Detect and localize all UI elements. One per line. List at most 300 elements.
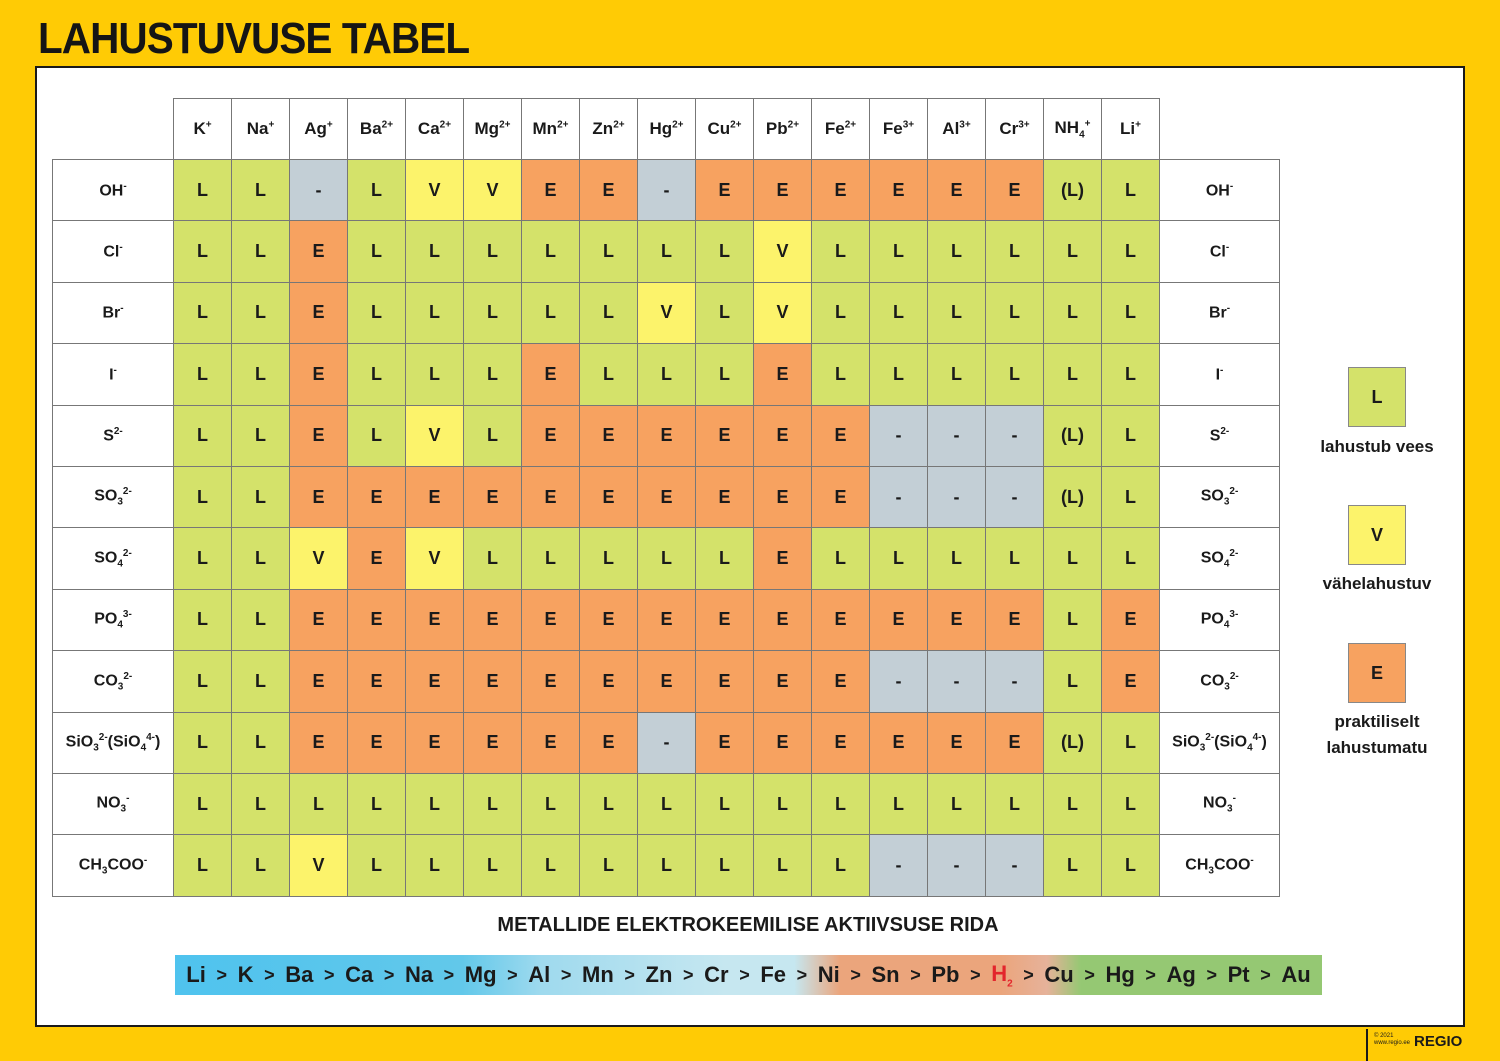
solubility-cell: L xyxy=(232,528,290,589)
cation-header: $Zn^{2+}$ xyxy=(580,99,638,160)
series-separator: > xyxy=(1145,964,1156,985)
solubility-cell: L xyxy=(638,773,696,834)
series-separator: > xyxy=(383,964,395,985)
solubility-cell: L xyxy=(1102,405,1160,466)
solubility-cell: - xyxy=(290,160,348,221)
anion-row xyxy=(53,160,1280,221)
solubility-cell: (L) xyxy=(1044,712,1102,773)
anion-row xyxy=(53,344,1280,405)
cation-header: $Ca^{2+}$ xyxy=(406,99,464,160)
solubility-cell: L xyxy=(580,344,638,405)
cation-header: K+ xyxy=(174,99,232,160)
anion-label-left: $CH_3COO^-$ xyxy=(53,835,174,896)
solubility-cell: L xyxy=(580,835,638,896)
solubility-cell: L xyxy=(406,835,464,896)
solubility-cell: - xyxy=(928,651,986,712)
solubility-cell: L xyxy=(348,405,406,466)
solubility-cell: E xyxy=(464,589,522,650)
solubility-cell: L xyxy=(986,282,1044,343)
solubility-cell: E xyxy=(812,651,870,712)
solubility-cell: E xyxy=(580,651,638,712)
solubility-cell: V xyxy=(406,405,464,466)
solubility-cell: L xyxy=(696,528,754,589)
solubility-cell: L xyxy=(174,835,232,896)
solubility-cell: E xyxy=(638,589,696,650)
solubility-cell: E xyxy=(754,405,812,466)
solubility-cell: L xyxy=(1102,835,1160,896)
anion-row xyxy=(53,528,1280,589)
solubility-cell: E xyxy=(580,589,638,650)
solubility-cell: E xyxy=(812,466,870,527)
solubility-cell: E xyxy=(290,466,348,527)
series-separator: > xyxy=(443,964,455,985)
series-separator: > xyxy=(323,964,335,985)
series-metal: Cr xyxy=(704,962,729,987)
anion-row xyxy=(53,589,1280,650)
solubility-cell: L xyxy=(464,528,522,589)
solubility-cell: L xyxy=(696,221,754,282)
series-separator: > xyxy=(1084,964,1095,985)
solubility-cell: E xyxy=(928,589,986,650)
solubility-cell: L xyxy=(812,344,870,405)
solubility-cell: L xyxy=(522,282,580,343)
series-separator: > xyxy=(739,964,750,985)
solubility-cell: L xyxy=(464,282,522,343)
solubility-cell: E xyxy=(870,589,928,650)
solubility-cell: L xyxy=(580,773,638,834)
series-metal: Sn xyxy=(871,962,900,987)
solubility-cell: E xyxy=(406,466,464,527)
solubility-cell: L xyxy=(406,344,464,405)
solubility-cell: E xyxy=(406,712,464,773)
series-separator: > xyxy=(560,964,572,985)
solubility-cell: L xyxy=(754,835,812,896)
solubility-cell: - xyxy=(928,835,986,896)
anion-label-right: $CH_3COO^-$ xyxy=(1160,835,1280,896)
legend-label-slightly-soluble: vähelahustuv xyxy=(1322,574,1432,593)
solubility-cell: V xyxy=(406,528,464,589)
solubility-cell: (L) xyxy=(1044,160,1102,221)
solubility-cell: L xyxy=(232,282,290,343)
solubility-cell: V xyxy=(464,160,522,221)
solubility-cell: L xyxy=(232,835,290,896)
solubility-cell: - xyxy=(928,405,986,466)
solubility-cell: L xyxy=(986,221,1044,282)
solubility-cell: L xyxy=(174,773,232,834)
solubility-cell: L xyxy=(232,344,290,405)
solubility-cell: - xyxy=(986,651,1044,712)
solubility-cell: L xyxy=(174,466,232,527)
solubility-cell: (L) xyxy=(1044,466,1102,527)
solubility-cell: L xyxy=(348,835,406,896)
solubility-cell: E xyxy=(754,528,812,589)
anion-label-left: I- xyxy=(53,344,174,405)
cation-header: Na+ xyxy=(232,99,290,160)
solubility-cell: E xyxy=(580,466,638,527)
solubility-cell: E xyxy=(464,712,522,773)
legend-swatch-soluble: L xyxy=(1348,367,1406,427)
solubility-cell: E xyxy=(870,160,928,221)
solubility-cell: E xyxy=(754,160,812,221)
solubility-cell: E xyxy=(348,528,406,589)
solubility-cell: E xyxy=(696,589,754,650)
series-separator: > xyxy=(1023,964,1034,985)
solubility-cell: L xyxy=(812,773,870,834)
solubility-cell: L xyxy=(464,344,522,405)
solubility-cell: L xyxy=(174,528,232,589)
solubility-cell: - xyxy=(638,712,696,773)
series-metal: Na xyxy=(404,962,434,987)
solubility-cell: L xyxy=(348,221,406,282)
solubility-cell: L xyxy=(406,221,464,282)
solubility-cell: L xyxy=(174,160,232,221)
anion-row xyxy=(53,221,1280,282)
series-separator: > xyxy=(624,964,635,985)
solubility-cell: V xyxy=(406,160,464,221)
solubility-cell: L xyxy=(638,221,696,282)
series-separator: > xyxy=(970,964,981,985)
solubility-cell: E xyxy=(812,405,870,466)
solubility-cell: L xyxy=(812,221,870,282)
series-metal: Cu xyxy=(1044,962,1074,987)
solubility-cell: L xyxy=(174,344,232,405)
anion-label-left: $SO_3^{2-}$ xyxy=(53,466,174,527)
solubility-cell: E xyxy=(522,712,580,773)
solubility-cell: E xyxy=(638,405,696,466)
anion-label-right: $S^{2-}$ xyxy=(1160,405,1280,466)
solubility-cell: L xyxy=(174,712,232,773)
solubility-cell: L xyxy=(986,528,1044,589)
solubility-cell: L xyxy=(464,221,522,282)
series-separator: > xyxy=(850,964,861,985)
solubility-cell: E xyxy=(812,589,870,650)
anion-label-left: Br- xyxy=(53,282,174,343)
solubility-cell: L xyxy=(1044,344,1102,405)
legend-label-soluble: lahustub vees xyxy=(1320,437,1434,456)
solubility-cell: - xyxy=(638,160,696,221)
solubility-cell: L xyxy=(1102,160,1160,221)
solubility-cell: E xyxy=(522,344,580,405)
footer-copyright: © 2021 xyxy=(1374,1033,1394,1039)
solubility-cell: L xyxy=(232,221,290,282)
solubility-cell: E xyxy=(928,712,986,773)
solubility-cell: L xyxy=(580,528,638,589)
solubility-cell: E xyxy=(696,651,754,712)
solubility-cell: L xyxy=(174,651,232,712)
cation-header: $Cr^{3+}$ xyxy=(986,99,1044,160)
solubility-cell: L xyxy=(1102,282,1160,343)
solubility-cell: L xyxy=(812,528,870,589)
solubility-cell: L xyxy=(696,344,754,405)
anion-label-left: $CO_3^{2-}$ xyxy=(53,651,174,712)
solubility-cell: L xyxy=(348,282,406,343)
solubility-cell: L xyxy=(580,221,638,282)
solubility-cell: L xyxy=(870,221,928,282)
solubility-cell: L xyxy=(812,835,870,896)
activity-series-title: METALLIDE ELEKTROKEEMILISE AKTIIVSUSE RIDA xyxy=(497,914,999,936)
solubility-cell: L xyxy=(232,651,290,712)
solubility-cell: E xyxy=(754,712,812,773)
solubility-cell: E xyxy=(406,589,464,650)
solubility-cell: E xyxy=(290,589,348,650)
solubility-cell: L xyxy=(696,282,754,343)
cation-header: $Fe^{2+}$ xyxy=(812,99,870,160)
anion-label-left: $NO_3^-$ xyxy=(53,773,174,834)
anion-row xyxy=(53,712,1280,773)
solubility-table xyxy=(52,98,1280,897)
series-separator: > xyxy=(1206,964,1217,985)
solubility-cell: L xyxy=(348,773,406,834)
solubility-cell: (L) xyxy=(1044,405,1102,466)
solubility-cell: E xyxy=(638,651,696,712)
solubility-cell: L xyxy=(348,160,406,221)
solubility-cell: L xyxy=(812,282,870,343)
solubility-cell: - xyxy=(928,466,986,527)
solubility-cell: L xyxy=(406,282,464,343)
header-corner-left xyxy=(53,99,174,160)
solubility-cell: E xyxy=(754,589,812,650)
series-metal: Zn xyxy=(645,962,673,987)
solubility-cell: - xyxy=(870,466,928,527)
solubility-cell: L xyxy=(986,773,1044,834)
solubility-cell: L xyxy=(1044,651,1102,712)
series-metal: Ni xyxy=(817,962,840,987)
footer xyxy=(1366,1029,1500,1061)
solubility-cell: L xyxy=(174,221,232,282)
series-metal: Li xyxy=(186,962,206,987)
cation-header: $NH_4^+$ xyxy=(1044,99,1102,160)
solubility-cell: E xyxy=(696,405,754,466)
solubility-cell: L xyxy=(1044,773,1102,834)
cation-header-row xyxy=(53,99,1280,160)
solubility-cell: E xyxy=(464,466,522,527)
solubility-cell: E xyxy=(754,466,812,527)
solubility-cell: L xyxy=(522,773,580,834)
anion-label-left: OH- xyxy=(53,160,174,221)
series-metal: Mg xyxy=(464,962,497,987)
series-separator: > xyxy=(264,964,275,985)
series-metal: Pb xyxy=(931,962,960,987)
solubility-cell: E xyxy=(986,712,1044,773)
solubility-cell: L xyxy=(696,835,754,896)
solubility-cell: L xyxy=(1044,221,1102,282)
footer-brand-logo: REGIO xyxy=(1414,1033,1463,1050)
series-separator: > xyxy=(507,964,518,985)
cation-header: $Fe^{3+}$ xyxy=(870,99,928,160)
solubility-cell: V xyxy=(754,282,812,343)
solubility-cell: - xyxy=(986,835,1044,896)
anion-label-right: $PO_4^{3-}$ xyxy=(1160,589,1280,650)
solubility-cell: E xyxy=(870,712,928,773)
solubility-cell: L xyxy=(870,282,928,343)
solubility-cell: L xyxy=(232,712,290,773)
solubility-cell: - xyxy=(870,835,928,896)
anion-label-right: $NO_3^-$ xyxy=(1160,773,1280,834)
solubility-cell: V xyxy=(638,282,696,343)
solubility-cell: E xyxy=(290,712,348,773)
solubility-cell: L xyxy=(1102,773,1160,834)
anion-row xyxy=(53,405,1280,466)
solubility-cell: E xyxy=(522,160,580,221)
anion-label-right: $SO_4^{2-}$ xyxy=(1160,528,1280,589)
solubility-cell: L xyxy=(406,773,464,834)
solubility-cell: - xyxy=(986,466,1044,527)
solubility-cell: L xyxy=(1102,344,1160,405)
cation-header: $Mg^{2+}$ xyxy=(464,99,522,160)
anion-label-left: $S^{2-}$ xyxy=(53,405,174,466)
solubility-cell: L xyxy=(1102,466,1160,527)
solubility-cell: E xyxy=(522,405,580,466)
series-separator: > xyxy=(796,964,808,985)
solubility-cell: L xyxy=(986,344,1044,405)
legend-label-insoluble: praktiliselt lahustumatu xyxy=(1326,712,1428,757)
solubility-cell: L xyxy=(232,466,290,527)
anion-label-left: Cl- xyxy=(53,221,174,282)
solubility-cell: L xyxy=(174,589,232,650)
solubility-cell: L xyxy=(464,773,522,834)
solubility-cell: E xyxy=(348,466,406,527)
solubility-cell: E xyxy=(406,651,464,712)
legend-swatch-slightly-soluble: V xyxy=(1348,505,1406,565)
solubility-cell: E xyxy=(580,712,638,773)
solubility-cell: E xyxy=(348,589,406,650)
solubility-cell: L xyxy=(232,160,290,221)
cation-header: $Pb^{2+}$ xyxy=(754,99,812,160)
solubility-cell: E xyxy=(696,466,754,527)
solubility-cell: E xyxy=(696,712,754,773)
solubility-cell: L xyxy=(232,773,290,834)
solubility-cell: L xyxy=(638,835,696,896)
solubility-cell: L xyxy=(522,835,580,896)
series-separator: > xyxy=(216,964,227,985)
cation-header: Ag+ xyxy=(290,99,348,160)
solubility-cell: L xyxy=(928,344,986,405)
solubility-cell: - xyxy=(986,405,1044,466)
cation-header: $Ba^{2+}$ xyxy=(348,99,406,160)
solubility-cell: L xyxy=(174,405,232,466)
solubility-cell: E xyxy=(754,651,812,712)
anion-label-left: SiO$_3^{2-}$(SiO$_4^{4-}$) xyxy=(53,712,174,773)
solubility-cell: E xyxy=(290,405,348,466)
header-corner-right xyxy=(1160,99,1280,160)
anion-row xyxy=(53,282,1280,343)
solubility-cell: L xyxy=(1102,528,1160,589)
solubility-cell: L xyxy=(928,528,986,589)
solubility-cell: L xyxy=(870,528,928,589)
solubility-cell: L xyxy=(928,282,986,343)
series-metal: Au xyxy=(1281,962,1311,987)
solubility-cell: L xyxy=(232,405,290,466)
anion-label-right: Cl- xyxy=(1160,221,1280,282)
legend-swatch-insoluble: E xyxy=(1348,643,1406,703)
solubility-cell: E xyxy=(290,221,348,282)
solubility-cell: L xyxy=(1044,835,1102,896)
solubility-cell: E xyxy=(348,651,406,712)
solubility-cell: E xyxy=(348,712,406,773)
solubility-cell: E xyxy=(580,160,638,221)
anion-row xyxy=(53,651,1280,712)
anion-row xyxy=(53,773,1280,834)
solubility-cell: V xyxy=(290,835,348,896)
solubility-cell: L xyxy=(232,589,290,650)
solubility-cell: E xyxy=(290,651,348,712)
solubility-cell: E xyxy=(986,160,1044,221)
series-metal: Ba xyxy=(285,962,314,987)
solubility-cell: E xyxy=(290,282,348,343)
series-metal: K xyxy=(237,962,254,987)
anion-label-right: I- xyxy=(1160,344,1280,405)
solubility-cell: V xyxy=(754,221,812,282)
anion-label-right: Br- xyxy=(1160,282,1280,343)
solubility-cell: L xyxy=(928,773,986,834)
solubility-cell: L xyxy=(754,773,812,834)
series-metal: Ca xyxy=(345,962,374,987)
solubility-cell: L xyxy=(522,528,580,589)
footer-site: www.regio.ee xyxy=(1374,1040,1411,1046)
series-metal: Pt xyxy=(1227,962,1250,987)
page-title: LAHUSTUVUSE TABEL xyxy=(38,14,470,63)
series-separator: > xyxy=(683,964,694,985)
series-metal: Hg xyxy=(1105,962,1135,987)
solubility-cell: - xyxy=(870,405,928,466)
cation-header: $Al^{3+}$ xyxy=(928,99,986,160)
series-metal: Al xyxy=(528,962,551,987)
solubility-cell: E xyxy=(1102,589,1160,650)
activity-series-bar xyxy=(175,955,1322,995)
solubility-cell: L xyxy=(870,773,928,834)
cation-header: $Hg^{2+}$ xyxy=(638,99,696,160)
solubility-cell: L xyxy=(174,282,232,343)
solubility-cell: E xyxy=(812,712,870,773)
solubility-cell: E xyxy=(522,651,580,712)
series-metal: $H_2$ xyxy=(991,960,1013,990)
solubility-cell: L xyxy=(928,221,986,282)
solubility-cell: E xyxy=(638,466,696,527)
solubility-cell: E xyxy=(986,589,1044,650)
solubility-cell: L xyxy=(464,835,522,896)
solubility-cell: L xyxy=(1102,221,1160,282)
solubility-cell: L xyxy=(638,528,696,589)
cation-header: $Mn^{2+}$ xyxy=(522,99,580,160)
solubility-cell: E xyxy=(812,160,870,221)
anion-label-left: $SO_4^{2-}$ xyxy=(53,528,174,589)
solubility-cell: E xyxy=(754,344,812,405)
solubility-cell: E xyxy=(290,344,348,405)
solubility-cell: E xyxy=(464,651,522,712)
anion-label-right: SiO$_3^{2-}$(SiO$_4^{4-}$) xyxy=(1160,712,1280,773)
series-metal: Mn xyxy=(582,962,614,987)
solubility-cell: L xyxy=(290,773,348,834)
solubility-cell: L xyxy=(870,344,928,405)
anion-row xyxy=(53,466,1280,527)
solubility-cell: V xyxy=(290,528,348,589)
solubility-cell: L xyxy=(348,344,406,405)
cation-header: $Cu^{2+}$ xyxy=(696,99,754,160)
solubility-cell: E xyxy=(696,160,754,221)
solubility-cell: L xyxy=(1044,528,1102,589)
series-metal: Ag xyxy=(1166,962,1196,987)
anion-row xyxy=(53,835,1280,896)
solubility-cell: L xyxy=(696,773,754,834)
solubility-cell: E xyxy=(522,466,580,527)
solubility-cell: L xyxy=(580,282,638,343)
anion-label-right: $SO_3^{2-}$ xyxy=(1160,466,1280,527)
anion-label-right: OH- xyxy=(1160,160,1280,221)
solubility-cell: L xyxy=(464,405,522,466)
solubility-cell: L xyxy=(1044,282,1102,343)
solubility-cell: E xyxy=(522,589,580,650)
solubility-cell: E xyxy=(928,160,986,221)
